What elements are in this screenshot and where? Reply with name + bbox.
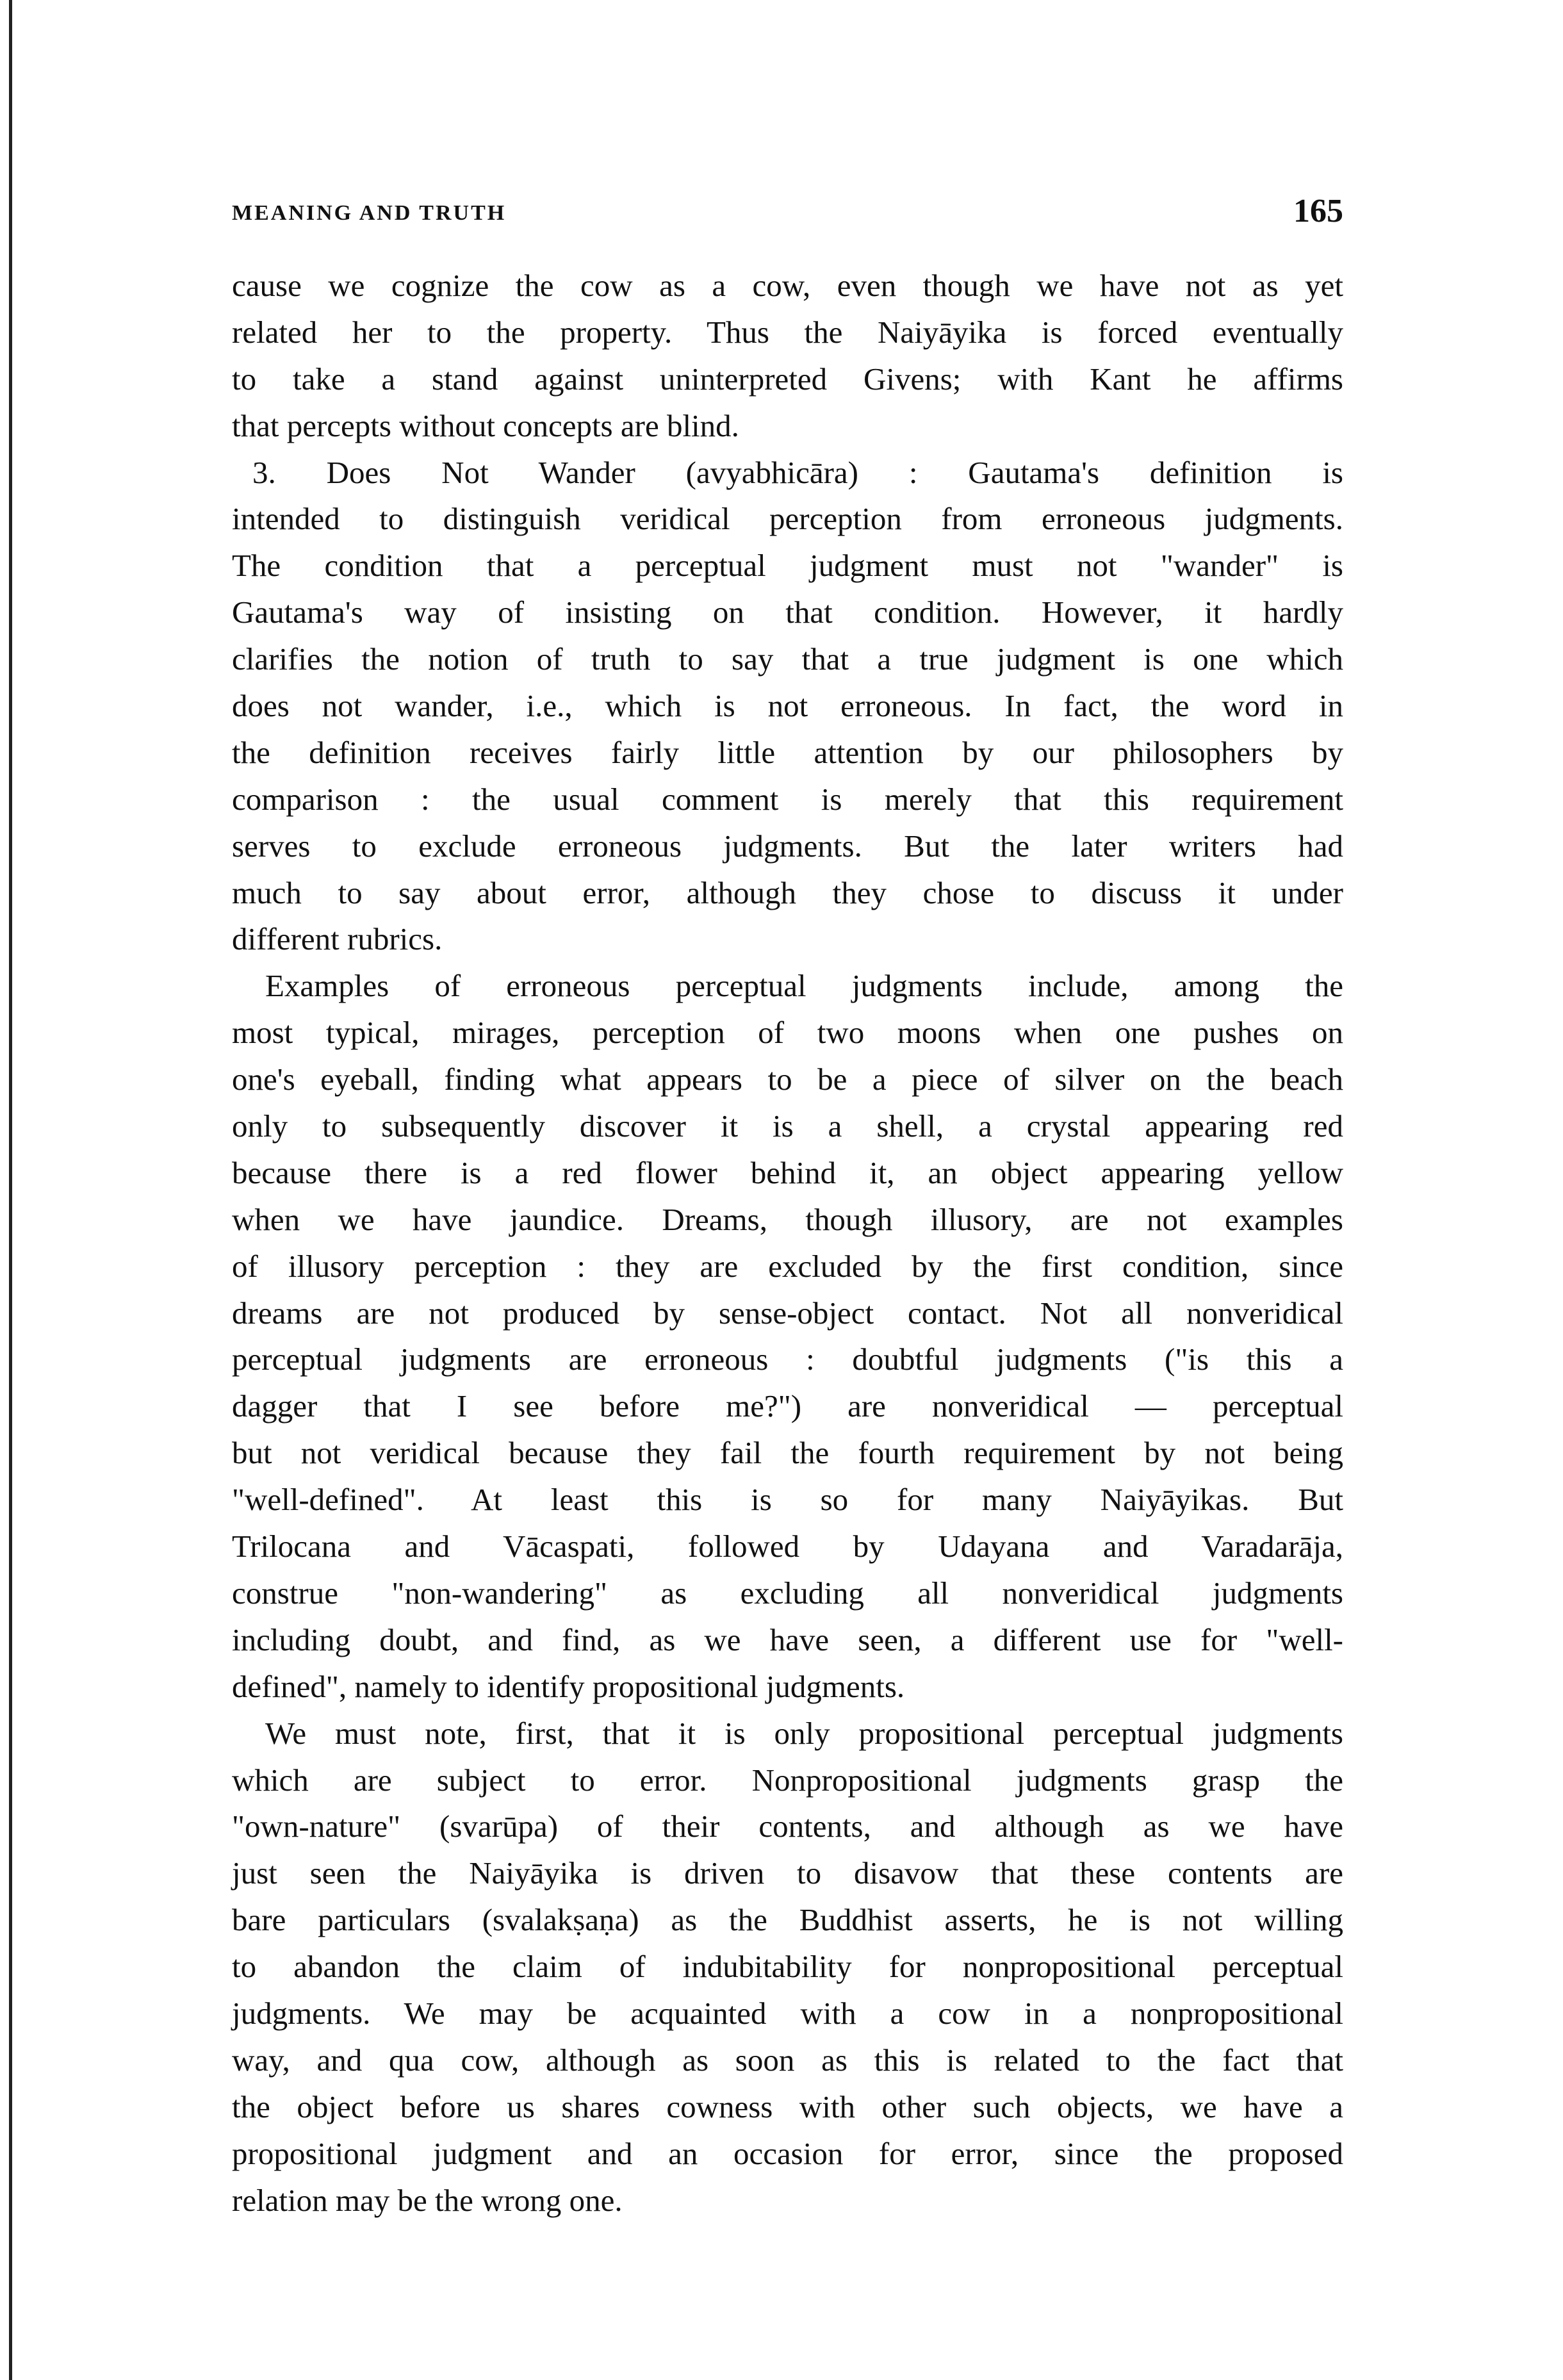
text-line: does not wander, i.e., which is not erroneous. In fact, the word in xyxy=(232,688,1343,724)
paragraph-start-line: Examples of erroneous perceptual judgments include, among the xyxy=(265,968,1343,1004)
text-line: perceptual judgments are erroneous : doubtful judgments ("is this a xyxy=(232,1342,1343,1377)
text-line: Trilocana and Vācaspati, followed by Udayana and Varadarāja, xyxy=(232,1529,1343,1564)
text-line: when we have jaundice. Dreams, though illusory, are not examples xyxy=(232,1201,1343,1237)
running-title: MEANING AND TRUTH xyxy=(232,201,507,225)
text-line: including doubt, and find, as we have seen, a different use for "well- xyxy=(232,1621,1343,1657)
text-line: which are subject to error. Nonpropositional judgments grasp the xyxy=(232,1762,1343,1798)
text-line: to take a stand against uninterpreted Givens; with Kant he affirms xyxy=(232,361,1343,397)
text-line: Gautama's way of insisting on that condition. However, it hardly xyxy=(232,595,1343,630)
text-line: but not veridical because they fail the fourth requirement by not being xyxy=(232,1435,1343,1471)
text-line: the object before us shares cowness with other such objects, we have a xyxy=(232,2089,1343,2124)
text-line: most typical, mirages, perception of two moons when one pushes on xyxy=(232,1015,1343,1051)
text-line: comparison : the usual comment is merely that this requirement xyxy=(232,781,1343,817)
text-line: The condition that a perceptual judgment must not "wander" is xyxy=(232,548,1343,584)
text-line: relation may be the wrong one. xyxy=(232,2182,623,2218)
text-line: because there is a red flower behind it, an object appearing yellow xyxy=(232,1154,1343,1190)
text-line: propositional judgment and an occasion for error, since the proposed xyxy=(232,2135,1343,2171)
running-head xyxy=(232,192,1343,237)
text-line: the definition receives fairly little attention by our philosophers by xyxy=(232,734,1343,770)
text-line: dagger that I see before me?") are nonveridical — perceptual xyxy=(232,1388,1343,1424)
text-line: way, and qua cow, although as soon as this is related to the fact that xyxy=(232,2042,1343,2078)
text-line: different rubrics. xyxy=(232,921,443,957)
text-line: just seen the Naiyāyika is driven to disavow that these contents are xyxy=(232,1855,1343,1891)
text-line: serves to exclude erroneous judgments. But the later writers had xyxy=(232,828,1343,864)
text-line: cause we cognize the cow as a cow, even though we have not as yet xyxy=(232,268,1343,303)
text-line: much to say about error, although they chose to discuss it under xyxy=(232,874,1343,910)
text-line: clarifies the notion of truth to say that a true judgment is one which xyxy=(232,641,1343,677)
text-line: defined", namely to identify propositional judgments. xyxy=(232,1668,905,1704)
section-heading-line: 3. Does Not Wander (avyabhicāra) : Gautama's definition is xyxy=(252,454,1343,490)
text-line: one's eyeball, finding what appears to be a piece of silver on the beach xyxy=(232,1062,1343,1097)
text-line: related her to the property. Thus the Naiyāyika is forced eventually xyxy=(232,314,1343,350)
text-line: dreams are not produced by sense-object contact. Not all nonveridical xyxy=(232,1295,1343,1331)
page-number: 165 xyxy=(1293,193,1343,229)
text-line: bare particulars (svalakṣaṇa) as the Buddhist asserts, he is not willing xyxy=(232,1902,1343,1938)
text-line: judgments. We may be acquainted with a cow in a nonpropositional xyxy=(232,1995,1343,2031)
text-line: "well-defined". At least this is so for many Naiyāyikas. But xyxy=(232,1482,1343,1518)
scan-edge-line xyxy=(9,0,12,2380)
text-line: intended to distinguish veridical perception from erroneous judgments. xyxy=(232,501,1343,537)
text-line: only to subsequently discover it is a shell, a crystal appearing red xyxy=(232,1108,1343,1144)
text-line: to abandon the claim of indubitability for nonpropositional perceptual xyxy=(232,1949,1343,1985)
body-text xyxy=(232,263,1343,2224)
text-line: "own-nature" (svarūpa) of their contents, and although as we have xyxy=(232,1809,1343,1844)
text-line: construe "non-wandering" as excluding all nonveridical judgments xyxy=(232,1575,1343,1611)
text-line: of illusory perception : they are excluded by the first condition, since xyxy=(232,1248,1343,1284)
paragraph-start-line: We must note, first, that it is only propositional perceptual judgments xyxy=(265,1715,1343,1751)
text-line: that percepts without concepts are blind. xyxy=(232,407,739,443)
